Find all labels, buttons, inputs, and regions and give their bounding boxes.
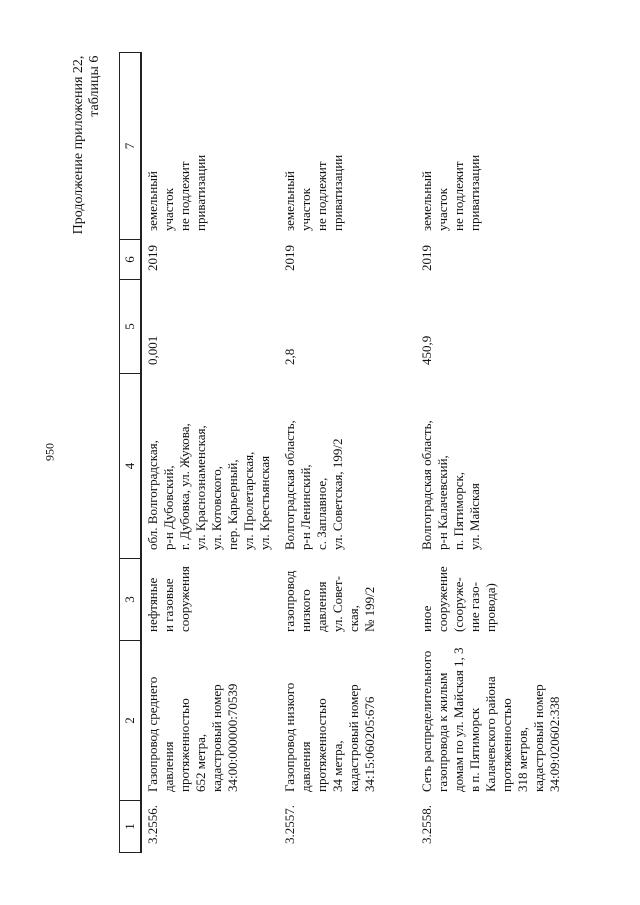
object-type: нефтяные и газовые сооружения [145, 566, 192, 632]
object-address: Волгоградская область, р-н Ленинский, с. Заплавное, ул. Советская, 199/2 [282, 420, 345, 550]
object-note: земельный участок не подлежит приватизации [282, 154, 345, 231]
table-header [120, 53, 142, 853]
object-note: земельный участок не подлежит приватизации [145, 154, 208, 231]
object-value: 2,8 [282, 348, 297, 365]
column-header-4: 4 [120, 374, 142, 559]
object-name: Сеть распределительного газопровода к жилым домам по ул. Майская 1, 3 в п. Пятиморск Калачевского района протяженностью 318 метров, кадастровый номер 34:09:020602:338 [419, 647, 562, 792]
row-number: 3.2556. [145, 805, 160, 844]
table-rotator [119, 53, 562, 853]
object-type: газопровод низкого давления ул. Совет- ская, № 199/2 [282, 570, 377, 632]
object-year: 2019 [419, 245, 434, 271]
object-address: обл. Волгоградская, р-н Дубовский, г. Дубовка, ул. Жукова, ул. Краснознаменская, ул. Котовского, пер. Карьерный, ул. Пролетарская, ул. Крестьянская [145, 423, 272, 550]
object-type: иное сооружение (сооруже- ние газо- провода) [419, 566, 498, 632]
object-year: 2019 [282, 245, 297, 271]
object-address: Волгоградская область, р-н Калачевский, п. Пятиморск, ул. Майская [419, 420, 482, 550]
column-header-5: 5 [120, 280, 142, 374]
object-value: 0,001 [145, 335, 160, 365]
object-note: земельный участок не подлежит приватизации [419, 154, 482, 231]
object-value: 450,9 [419, 335, 434, 365]
row-number: 3.2557. [282, 805, 297, 844]
table-row [141, 53, 279, 853]
column-header-7: 7 [120, 53, 142, 240]
column-header-6: 6 [120, 240, 142, 280]
object-name: Газопровод низкого давления протяженностью 34 метра, кадастровый номер 34:15:060205:676 [282, 682, 377, 792]
page-number: 950 [42, 443, 57, 461]
object-year: 2019 [145, 245, 160, 271]
caption-line-1: Продолжение приложения 22, [71, 55, 86, 235]
table-caption [71, 56, 103, 235]
property-table [119, 52, 569, 853]
column-header-3: 3 [120, 559, 142, 641]
property-table-wrapper [119, 53, 562, 853]
column-header-2: 2 [120, 641, 142, 801]
row-number: 3.2558. [419, 805, 434, 844]
table-row [416, 53, 569, 853]
object-name: Газопровод среднего давления протяженностью 652 метра, кадастровый номер 34:00:000000:70539 [145, 676, 240, 792]
caption-line-2: таблицы 6 [87, 55, 102, 117]
table-row [279, 53, 416, 853]
column-header-1: 1 [120, 801, 142, 853]
